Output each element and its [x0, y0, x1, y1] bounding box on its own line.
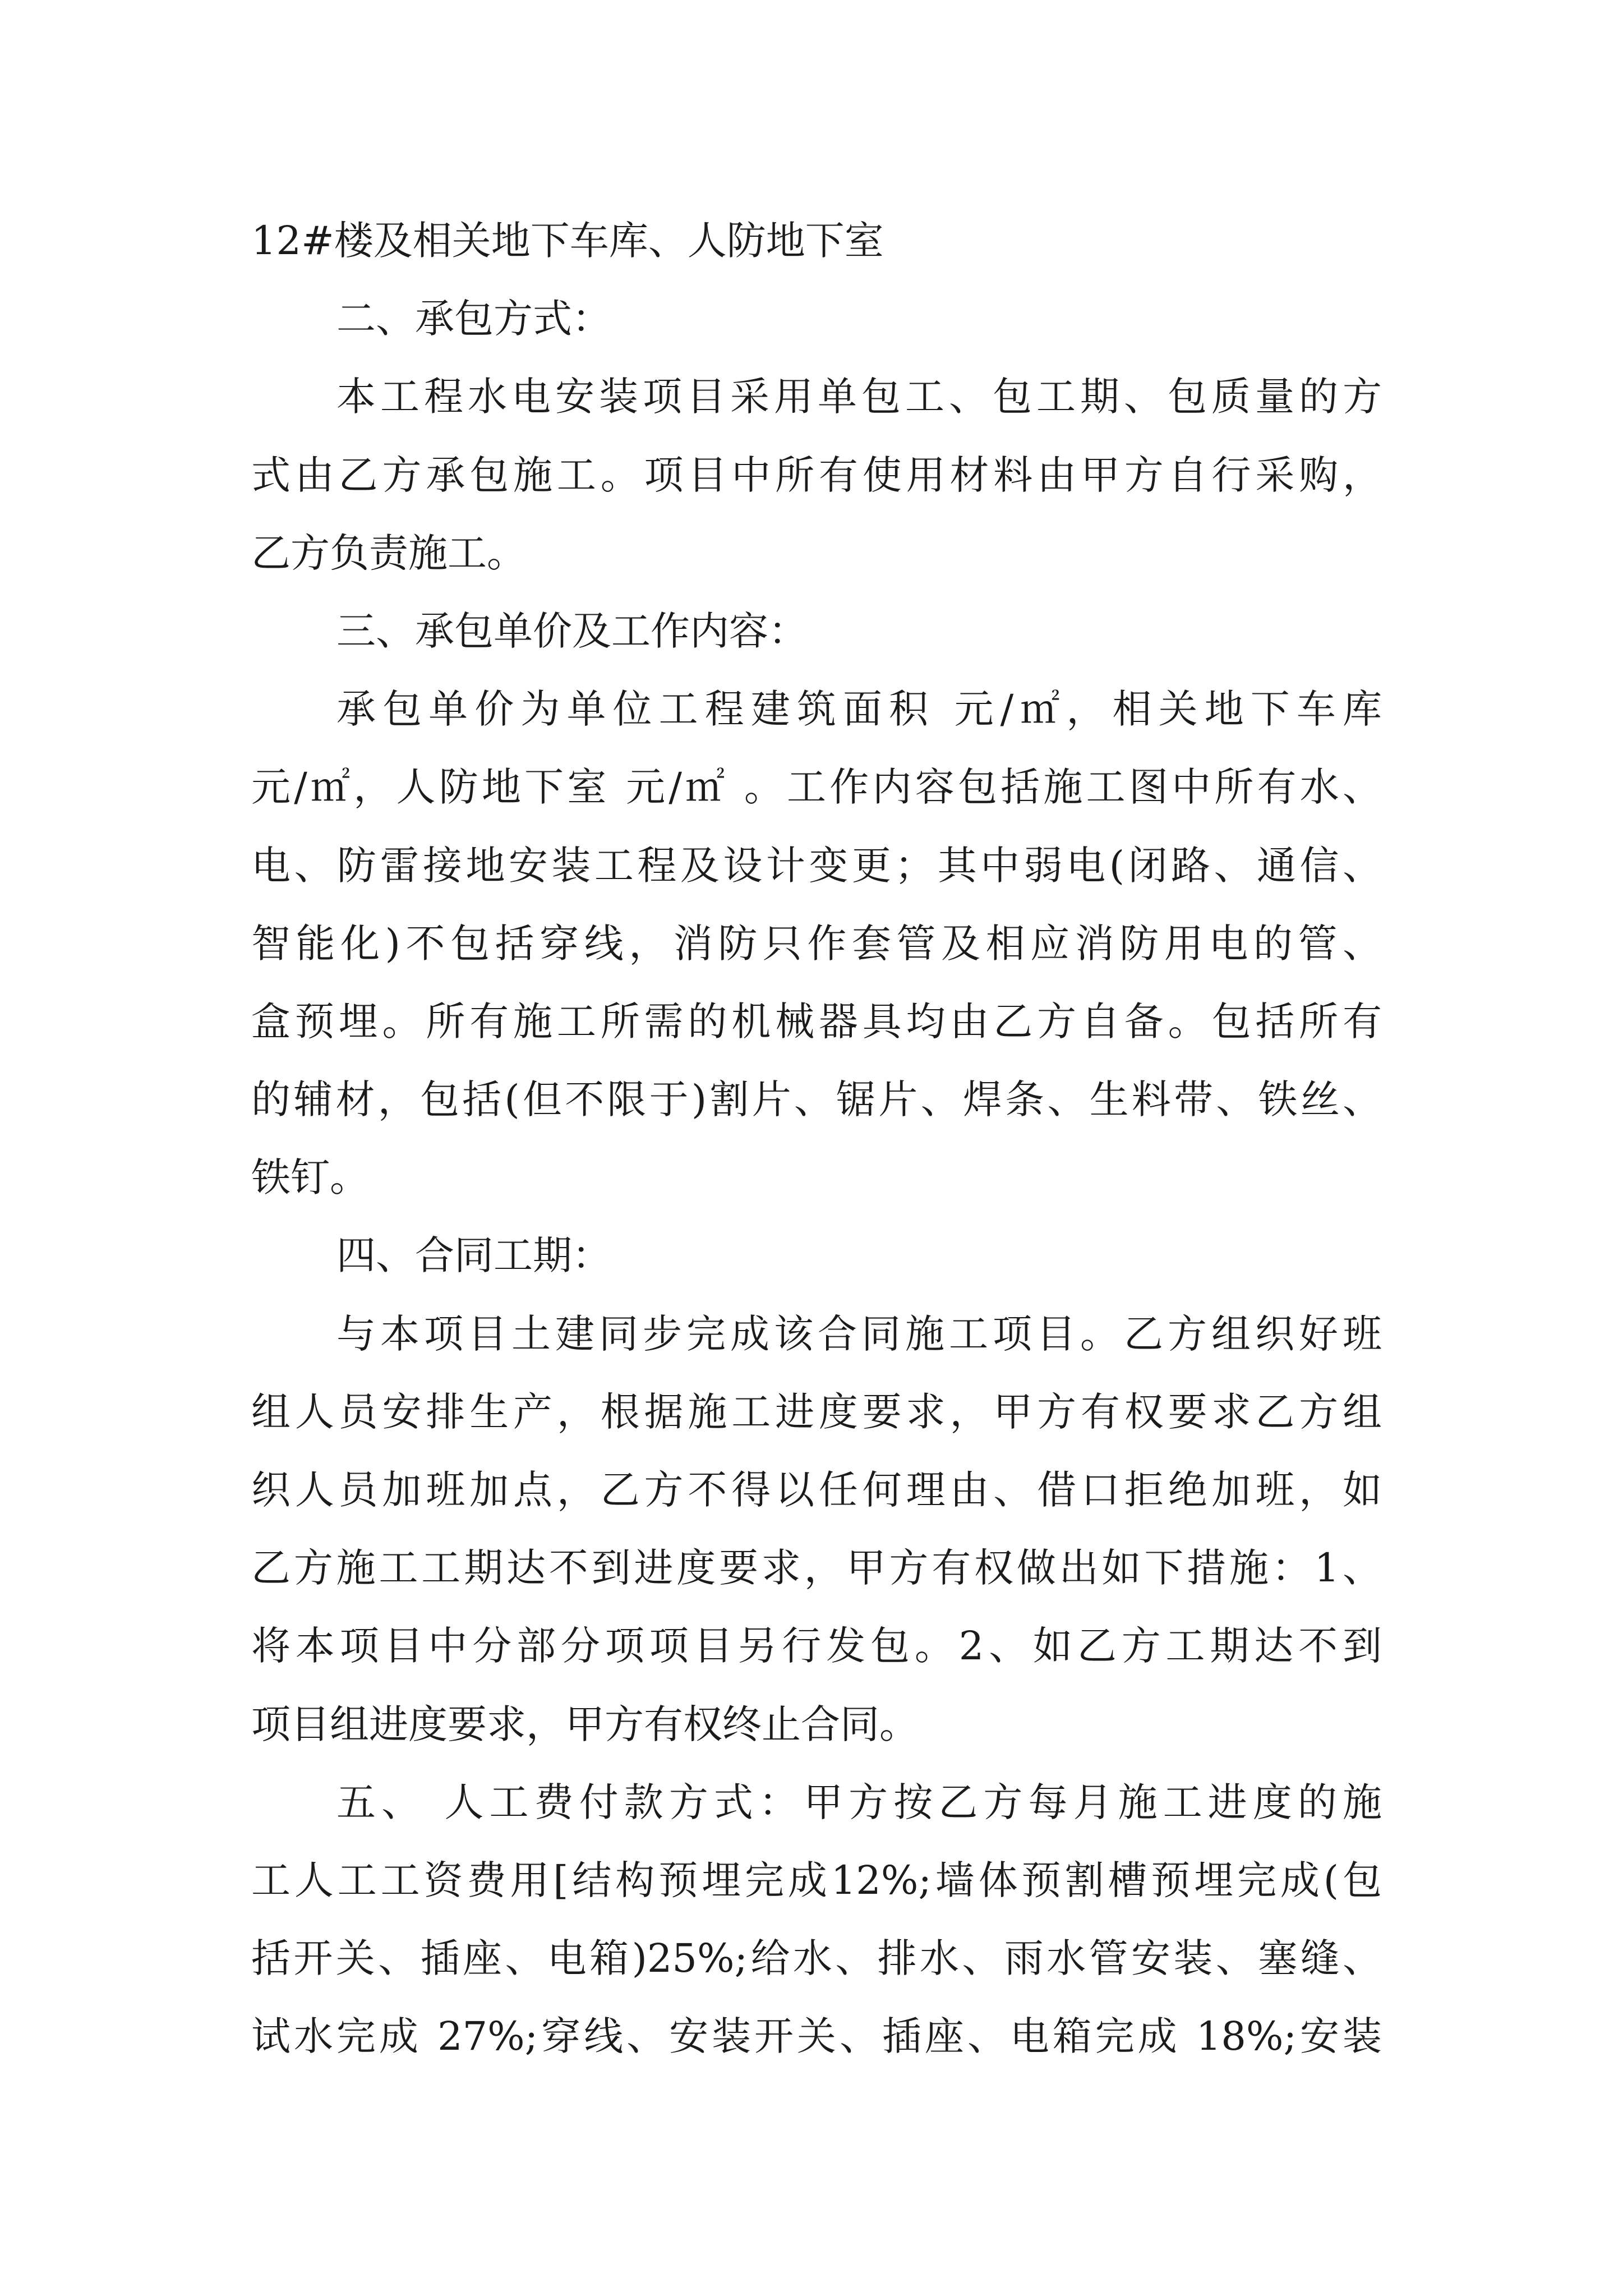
paragraph-line: 织人员加班加点，乙方不得以任何理由、借口拒绝加班，如: [251, 1467, 1382, 1513]
paragraph-line: 乙方负责施工。: [251, 530, 526, 576]
paragraph-line: 元/㎡，人防地下室 元/㎡ 。工作内容包括施工图中所有水、: [251, 764, 1382, 811]
paragraph-line: 括开关、插座、电箱)25%;给水、排水、雨水管安装、塞缝、: [251, 1935, 1382, 1982]
paragraph-line: 项目组进度要求，甲方有权终止合同。: [251, 1701, 919, 1747]
paragraph-line: 与本项目土建同步完成该合同施工项目。乙方组织好班: [336, 1310, 1382, 1357]
paragraph-line: 电、防雷接地安装工程及设计变更；其中弱电(闭路、通信、: [251, 842, 1382, 889]
paragraph-line: 的辅材，包括(但不限于)割片、锯片、焊条、生料带、铁丝、: [251, 1076, 1382, 1123]
paragraph-line: 工人工工资费用[结构预埋完成12%;墙体预割槽预埋完成(包: [251, 1857, 1382, 1903]
paragraph-line: 将本项目中分部分项项目另行发包。2、如乙方工期达不到: [251, 1623, 1382, 1669]
paragraph-line: 本工程水电安装项目采用单包工、包工期、包质量的方: [336, 374, 1382, 420]
paragraph-line: 智能化)不包括穿线，消防只作套管及相应消防用电的管、: [251, 920, 1382, 967]
paragraph-line: 承包单价为单位工程建筑面积 元/㎡，相关地下车库: [336, 686, 1382, 733]
paragraph-line: 式由乙方承包施工。项目中所有使用材料由甲方自行采购，: [251, 452, 1382, 498]
section-heading-unit-price: 三、承包单价及工作内容：: [336, 608, 808, 654]
document-body: [251, 202, 1382, 2076]
paragraph-line: 试水完成 27%;穿线、安装开关、插座、电箱完成 18%;安装: [251, 2013, 1382, 2060]
paragraph-line: 盒预埋。所有施工所需的机械器具均由乙方自备。包括所有: [251, 998, 1382, 1045]
paragraph-line: 乙方施工工期达不到进度要求，甲方有权做出如下措施：1、: [251, 1545, 1382, 1591]
section-heading-contract-period: 四、合同工期：: [336, 1232, 611, 1279]
paragraph-line: 铁钉。: [251, 1154, 369, 1201]
paragraph-line: 组人员安排生产，根据施工进度要求，甲方有权要求乙方组: [251, 1388, 1382, 1435]
project-scope-line: 12#楼及相关地下车库、人防地下室: [251, 218, 884, 264]
section-heading-contract-method: 二、承包方式：: [336, 296, 611, 342]
section-heading-labor-payment: 五、 人工费付款方式：甲方按乙方每月施工进度的施: [336, 1779, 1382, 1825]
